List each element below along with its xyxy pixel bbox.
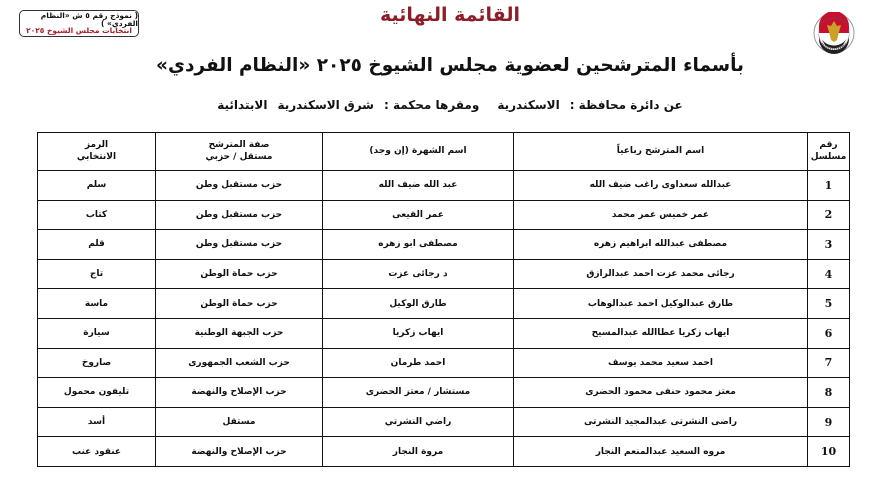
- candidate-full-name: ايهاب زكريا عطاالله عبدالمسيح: [514, 318, 808, 348]
- candidate-full-name: معتز محمود حنفى محمود الحضرى: [514, 378, 808, 408]
- header-electoral-symbol: الرمز الانتخابي: [38, 133, 156, 171]
- electoral-symbol: ماسة: [38, 289, 156, 319]
- candidate-type: حزب مستقبل وطن: [156, 200, 323, 230]
- candidate-known-as: د رجائى عزت: [323, 259, 514, 289]
- table-row: [38, 378, 850, 408]
- district-label: عن دائرة محافظة :: [569, 98, 683, 112]
- candidate-known-as: مستشار / معتز الحضرى: [323, 378, 514, 408]
- court-type: الابتدائية: [217, 98, 268, 112]
- candidate-known-as: طارق الوكيل: [323, 289, 514, 319]
- serial-number: 8: [808, 378, 850, 408]
- electoral-symbol: أسد: [38, 407, 156, 437]
- table-row: [38, 259, 850, 289]
- table-row: [38, 171, 850, 201]
- candidate-full-name: رجائى محمد عزت احمد عبدالرازق: [514, 259, 808, 289]
- district-info: [217, 98, 683, 112]
- serial-number: 3: [808, 230, 850, 260]
- candidate-type: حزب مستقبل وطن: [156, 230, 323, 260]
- header-serial: رقم مسلسل: [808, 133, 850, 171]
- electoral-symbol: عنقود عنب: [38, 437, 156, 467]
- electoral-symbol: قلم: [38, 230, 156, 260]
- candidate-full-name: طارق عبدالوكيل احمد عبدالوهاب: [514, 289, 808, 319]
- candidates-list-title: بأسماء المترشحين لعضوية مجلس الشيوخ ٢٠٢٥ «النظام الفردي»: [156, 55, 744, 76]
- table-header-row: [38, 133, 850, 171]
- candidate-type: مستقل: [156, 407, 323, 437]
- candidate-full-name: مصطفى عبدالله ابراهيم زهره: [514, 230, 808, 260]
- form-number-label: ( نموذج رقم ٥ ش «النظام الفردي» ): [40, 10, 138, 28]
- candidate-full-name: عبدالله سعداوى راغب ضيف الله: [514, 171, 808, 201]
- candidate-type: حزب الجبهة الوطنية: [156, 318, 323, 348]
- serial-number: 6: [808, 318, 850, 348]
- serial-number: 10: [808, 437, 850, 467]
- table-row: [38, 407, 850, 437]
- candidate-known-as: مروة النجار: [323, 437, 514, 467]
- serial-number: 9: [808, 407, 850, 437]
- court-label: ومقرها محكمة :: [383, 98, 480, 112]
- candidate-known-as: ايهاب زكريا: [323, 318, 514, 348]
- candidate-known-as: عبد الله ضيف الله: [323, 171, 514, 201]
- table-row: [38, 289, 850, 319]
- header-known-as: اسم الشهرة (إن وجد): [323, 133, 514, 171]
- electoral-symbol: تليفون محمول: [38, 378, 156, 408]
- table-row: [38, 437, 850, 467]
- candidate-type: حزب الإصلاح والنهضة: [156, 437, 323, 467]
- candidate-full-name: احمد سعيد محمد يوسف: [514, 348, 808, 378]
- national-election-authority-logo-icon: [813, 12, 855, 54]
- candidate-known-as: احمد طرمان: [323, 348, 514, 378]
- court-value: شرق الاسكندرية: [277, 98, 374, 112]
- electoral-symbol: كتاب: [38, 200, 156, 230]
- candidate-type: حزب الإصلاح والنهضة: [156, 378, 323, 408]
- candidate-type: حزب مستقبل وطن: [156, 171, 323, 201]
- candidate-type: حزب الشعب الجمهورى: [156, 348, 323, 378]
- electoral-symbol: سيارة: [38, 318, 156, 348]
- candidate-full-name: عمر خميس عمر محمد: [514, 200, 808, 230]
- candidate-known-as: مصطفى ابو زهره: [323, 230, 514, 260]
- table-row: [38, 200, 850, 230]
- electoral-symbol: سلم: [38, 171, 156, 201]
- electoral-symbol: تاج: [38, 259, 156, 289]
- district-value: الاسكندرية: [497, 98, 560, 112]
- form-number-badge: [19, 10, 139, 37]
- candidate-full-name: راضى النشرتى عبدالمجيد النشرتى: [514, 407, 808, 437]
- serial-number: 7: [808, 348, 850, 378]
- candidate-full-name: مروه السعيد عبدالمنعم النجار: [514, 437, 808, 467]
- header-candidate-type: صفة المترشح مستقل / حزبي: [156, 133, 323, 171]
- election-name-label: انتخابات مجلس الشيوخ ٢٠٢٥: [26, 26, 132, 36]
- candidate-known-as: راضي النشرتي: [323, 407, 514, 437]
- serial-number: 5: [808, 289, 850, 319]
- candidates-table: [37, 132, 850, 467]
- candidate-type: حزب حماة الوطن: [156, 289, 323, 319]
- serial-number: 1: [808, 171, 850, 201]
- electoral-symbol: صاروخ: [38, 348, 156, 378]
- table-row: [38, 348, 850, 378]
- serial-number: 4: [808, 259, 850, 289]
- table-row: [38, 318, 850, 348]
- final-list-title: القائمة النهائية: [380, 4, 520, 26]
- candidate-type: حزب حماة الوطن: [156, 259, 323, 289]
- serial-number: 2: [808, 200, 850, 230]
- candidate-known-as: عمر القيعى: [323, 200, 514, 230]
- table-row: [38, 230, 850, 260]
- header-full-name: اسم المترشح رباعياً: [514, 133, 808, 171]
